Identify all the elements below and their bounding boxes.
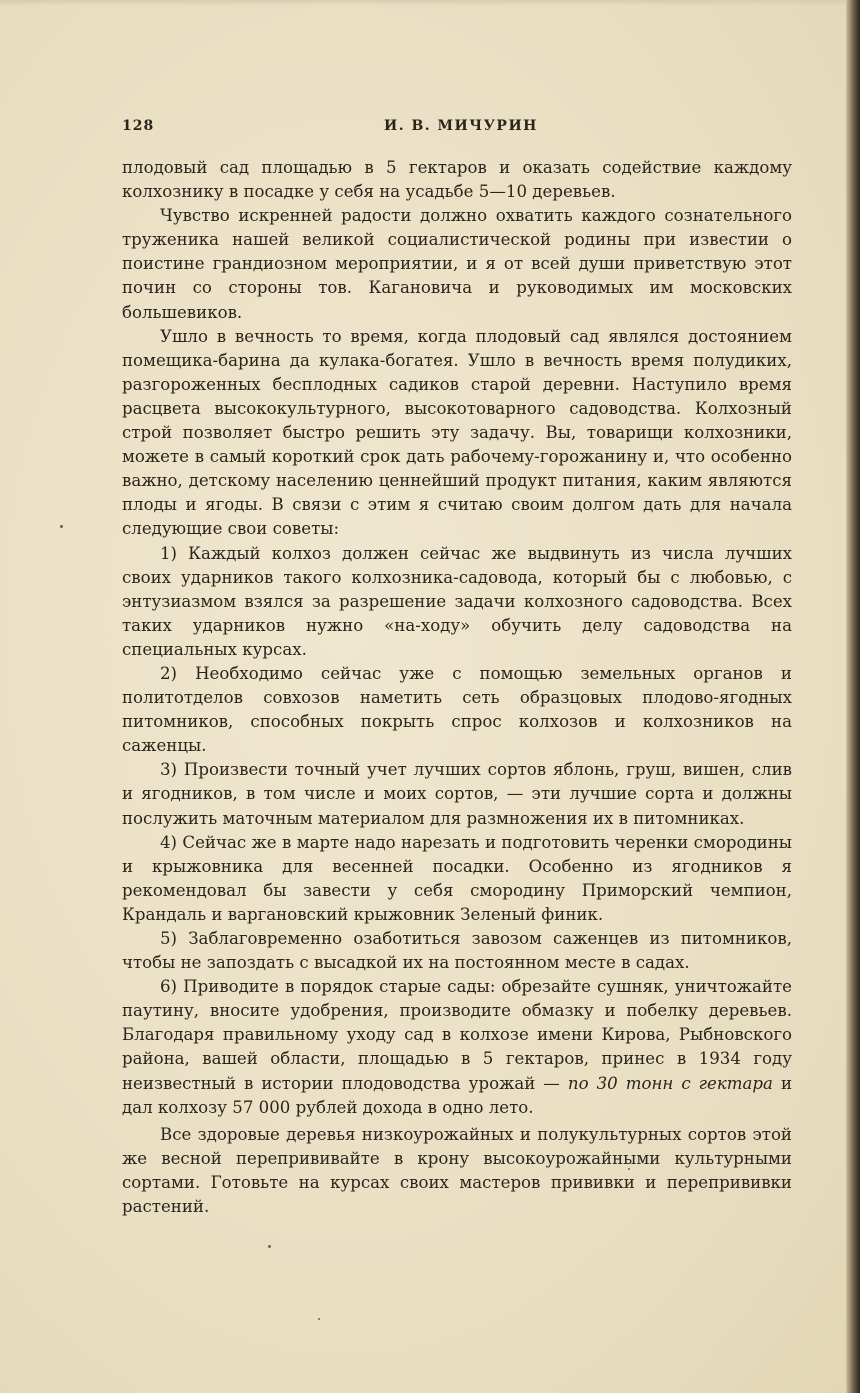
- advice-item-6-text-end: и дал колхозу 57 000 рублей дохода в одно лето.: [122, 1073, 793, 1117]
- advice-item-1: 1) Каждый колхоз должен сейчас же выдвинуть из числа лучших своих ударников такого колхозника-садовода, который бы с любовью, с энтузиазмом взялся за разрешение задачи колхозного садоводства. Всех таких ударников нужно «на-ходу» обучить делу садоводства на специальных курсах.: [122, 543, 792, 659]
- paragraph: Чувство искренней радости должно охватить каждого сознательного труженика нашей великой социалистической родины при известии о поистине грандиозном мероприятии, и я от всей души приветствую этот почин со стороны тов. Кагановича и руководимых им московских большевиков.: [122, 206, 792, 322]
- closing-paragraph: Все здоровые деревья низкоурожайных и полукультурных сортов этой же весной перепрививайте в крону высокоурожайными культурными сортами. Готовьте на курсах своих мастеров прививки и перепрививки растений.: [122, 1124, 792, 1217]
- advice-item-5: 5) Заблаговременно озаботиться завозом саженцев из питомников, чтобы не запоздать с высадкой их на постоянном месте в садах.: [122, 929, 792, 973]
- running-head-author: И. В. МИЧУРИН: [384, 118, 538, 134]
- paragraph-continuation: плодовый сад площадью в 5 гектаров и оказать содействие каждому колхознику в посадке у себя на усадьбе 5—10 деревьев.: [122, 158, 792, 202]
- advice-item-4: 4) Сейчас же в марте надо нарезать и подготовить черенки смородины и крыжовника для весенней посадки. Особенно из ягодников я рекомендовал бы завести у себя смородину Приморский чемпион, Крандаль и варгановский крыжовник Зеленый финик.: [122, 832, 792, 924]
- running-head: [122, 118, 792, 140]
- advice-item-2: 2) Необходимо сейчас уже с помощью земельных органов и политотделов совхозов наметить сеть образцовых плодово-ягодных питомников, способных покрыть спрос колхозов и колхозников на саженцы.: [122, 663, 792, 756]
- advice-item-6-emphasis: по 30 тонн с гектара: [567, 1073, 773, 1093]
- page-top-shadow: [0, 0, 860, 6]
- page-number: 128: [122, 118, 155, 134]
- paper-speck: [318, 1318, 320, 1320]
- paper-speck: [628, 1168, 630, 1170]
- body-text: [122, 156, 792, 1219]
- paragraph: Ушло в вечность то время, когда плодовый сад являлся достоянием помещика-барина да кулака-богатея. Ушло в вечность время полудиких, разгороженных бесплодных садиков старой деревни. Наступило время расцвета высококультурного, высокотоварного садоводства. Колхозный строй позволяет быстро решить эту задачу. Вы, товарищи колхозники, можете в самый короткий срок дать рабочему-горожанину и, что особенно важно, детскому населению ценнейший продукт питания, каким являются плоды и ягоды. В связи с этим я считаю своим долгом дать для начала следующие свои советы:: [122, 326, 792, 539]
- page-binding-edge: [846, 0, 860, 1393]
- advice-item-3: 3) Произвести точный учет лучших сортов яблонь, груш, вишен, слив и ягодников, в том числе и моих сортов, — эти лучшие сорта и должны послужить маточным материалом для размножения их в питомниках.: [122, 760, 792, 828]
- advice-item-6-text: 6) Приводите в порядок старые сады: обрезайте сушняк, уничтожайте паутину, вносите удобрения, производите обмазку и побелку деревьев. Благодаря правильному уходу сад в колхозе имени Кирова, Рыбновского района, вашей области, площадью в 5 гектаров, принес в 1934 году неизвестный в истории плодоводства урожай —: [122, 977, 792, 1093]
- advice-item-6: [122, 975, 792, 1120]
- paper-speck: [268, 1245, 271, 1248]
- paper-speck: [60, 525, 63, 528]
